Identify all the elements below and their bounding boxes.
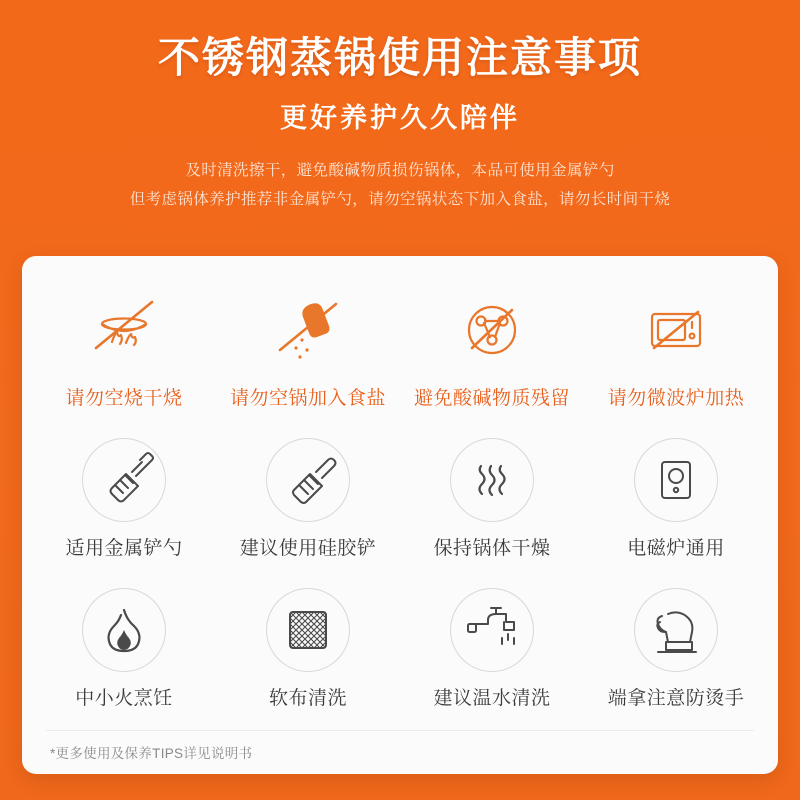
tip-item-soft-cloth [216, 574, 400, 724]
description-line-1: 及时清洗擦干，避免酸碱物质损伤锅体，本品可使用金属铲勺 [185, 162, 615, 180]
tip-item-oven-mitt [584, 574, 768, 724]
tip-label: 电磁炉通用 [627, 538, 725, 559]
silicone-spatula-icon [266, 438, 350, 522]
page-title: 不锈钢蒸锅使用注意事项 [157, 34, 642, 81]
poster-header [0, 0, 800, 215]
tip-label: 建议温水清洗 [433, 688, 551, 709]
tip-item-keep-dry [400, 424, 584, 574]
description-line-2: 但考虑锅体养护推荐非金属铲勺，请勿空锅状态下加入食盐，请勿长时间干烧 [129, 190, 671, 208]
no-microwave-icon [634, 288, 718, 372]
tip-label: 中小火烹饪 [75, 688, 173, 709]
tips-grid [32, 274, 768, 724]
induction-cooker-icon [634, 438, 718, 522]
keep-dry-steam-icon [450, 438, 534, 522]
tip-item-no-salt [216, 274, 400, 424]
no-salt-in-empty-pot-icon [266, 288, 350, 372]
tip-label: 请勿空烧干烧 [65, 388, 183, 409]
page-subtitle: 更好养护久久陪伴 [280, 103, 520, 134]
no-dry-heating-icon [82, 288, 166, 372]
tip-item-no-dry-heating [32, 274, 216, 424]
tips-card [22, 256, 778, 774]
tip-item-silicone-spatula [216, 424, 400, 574]
tip-item-low-flame [32, 574, 216, 724]
warm-water-tap-icon [450, 588, 534, 672]
description-block [0, 157, 800, 214]
tips-row [32, 274, 768, 424]
tip-label: 请勿空锅加入食盐 [229, 388, 386, 409]
tip-label: 请勿微波炉加热 [607, 388, 745, 409]
tips-row [32, 424, 768, 574]
soft-cloth-icon [266, 588, 350, 672]
tips-row [32, 574, 768, 724]
tip-label: 端拿注意防烫手 [607, 688, 745, 709]
tip-label: 适用金属铲勺 [65, 538, 183, 559]
low-medium-flame-icon [82, 588, 166, 672]
oven-mitt-icon [634, 588, 718, 672]
footnote: *更多使用及保养TIPS详见说明书 [46, 730, 754, 774]
tip-label: 软布清洗 [268, 688, 347, 709]
tip-item-induction [584, 424, 768, 574]
tip-item-metal-spatula [32, 424, 216, 574]
tip-item-no-microwave [584, 274, 768, 424]
tip-item-no-acid-alkali [400, 274, 584, 424]
no-acid-alkali-residue-icon [450, 288, 534, 372]
tip-label: 建议使用硅胶铲 [239, 538, 377, 559]
tip-label: 避免酸碱物质残留 [413, 388, 570, 409]
tip-label: 保持锅体干燥 [433, 538, 551, 559]
metal-spatula-icon [82, 438, 166, 522]
tip-item-warm-water [400, 574, 584, 724]
